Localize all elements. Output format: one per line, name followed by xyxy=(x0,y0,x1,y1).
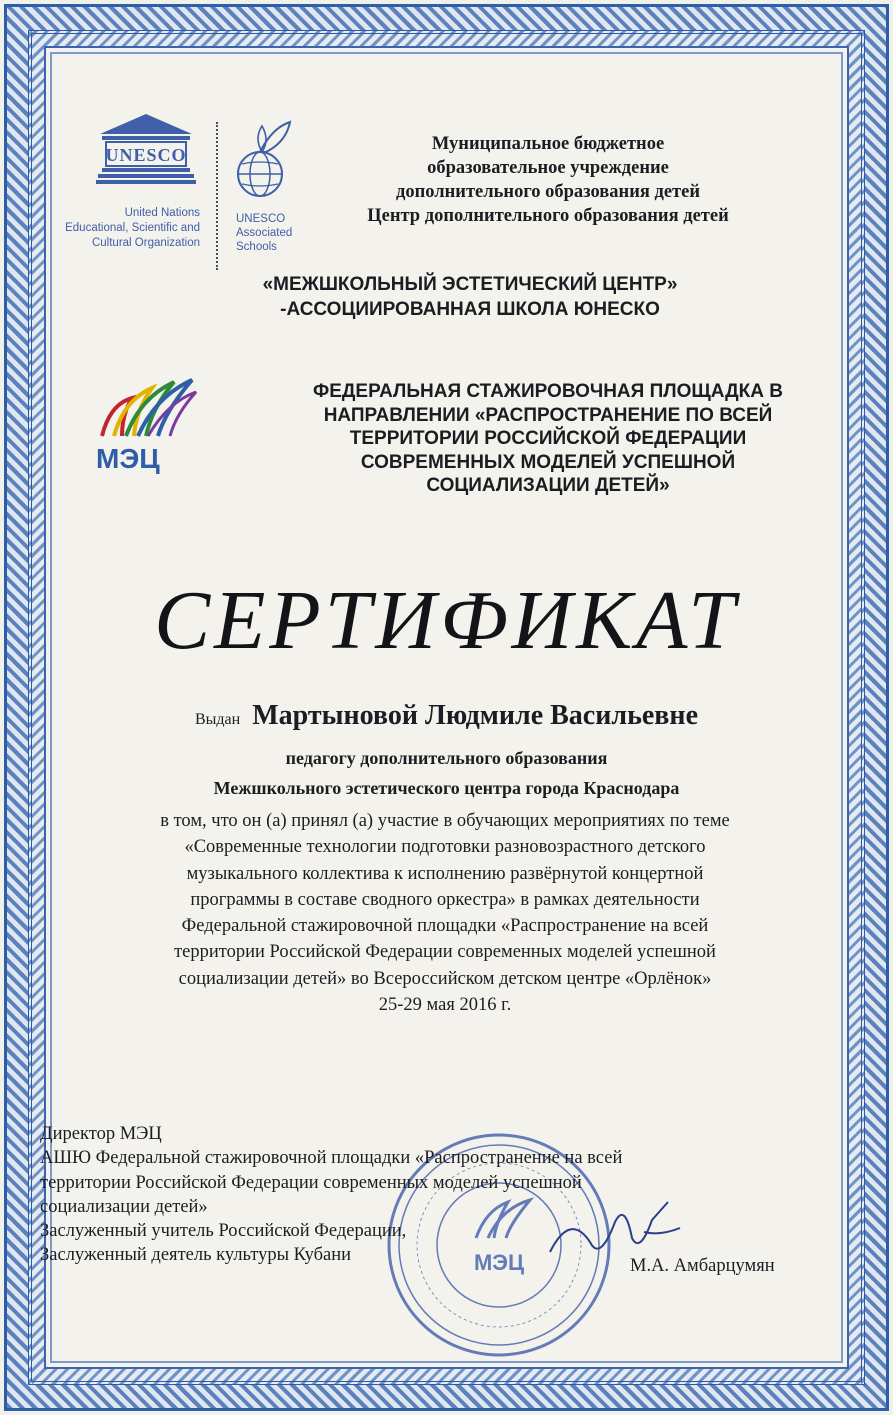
footer-line: территории Российской Федерации современных моделей успешной xyxy=(40,1172,582,1193)
body-line: в том, что он (а) принял (а) участие в обучающих мероприятиях по теме xyxy=(160,811,730,831)
org-title-line: образовательное учреждение xyxy=(427,158,669,178)
center-title xyxy=(110,272,830,322)
org-title-line: Центр дополнительного образования детей xyxy=(367,206,729,226)
body-line: музыкального коллектива к исполнению развёрнутой концертной xyxy=(186,863,704,884)
unesco-caption-line: United Nations xyxy=(124,207,200,219)
org-title-line: Муниципальное бюджетное xyxy=(431,134,665,154)
federal-title-line: ФЕДЕРАЛЬНАЯ СТАЖИРОВОЧНАЯ ПЛОЩАДКА В xyxy=(313,381,783,402)
mec-logo xyxy=(92,374,200,482)
issued-label: Выдан xyxy=(194,711,241,728)
federal-title-line: ТЕРРИТОРИИ РОССИЙСКОЙ ФЕДЕРАЦИИ xyxy=(349,428,747,449)
unesco-wordmark: UNESCO xyxy=(105,145,187,165)
unesco-caption-line: Cultural Organization xyxy=(91,237,200,249)
body-line: Федеральной стажировочной площадки «Распространение на всей xyxy=(181,916,709,937)
body-line: 25-29 мая 2016 г. xyxy=(378,995,512,1016)
certificate-title: СЕРТИФИКАТ xyxy=(154,574,739,667)
center-title-line: -АССОЦИИРОВАННАЯ ШКОЛА ЮНЕСКО xyxy=(280,299,660,320)
federal-platform-title xyxy=(248,380,848,498)
schools-caption-line: Associated xyxy=(236,227,293,239)
signer-name: М.А. Амбарцумян xyxy=(630,1256,775,1276)
footer-signature-block xyxy=(40,1122,820,1268)
body-line: территории Российской Федерации современных моделей успешной xyxy=(174,942,716,963)
footer-line: АШЮ Федеральной стажировочной площадки «Распространение на всей xyxy=(40,1148,623,1169)
footer-line: социализации детей» xyxy=(40,1196,208,1217)
schools-caption-line: Schools xyxy=(236,241,277,253)
footer-line: Директор МЭЦ xyxy=(40,1124,162,1144)
unesco-schools-logo xyxy=(232,118,298,204)
federal-title-line: СОВРЕМЕННЫХ МОДЕЛЕЙ УСПЕШНОЙ xyxy=(360,451,736,473)
federal-title-line: НАПРАВЛЕНИИ «РАСПРОСТРАНЕНИЕ ПО ВСЕЙ xyxy=(323,404,773,426)
center-title-line: «МЕЖШКОЛЬНЫЙ ЭСТЕТИЧЕСКИЙ ЦЕНТР» xyxy=(262,274,678,295)
certificate-body xyxy=(70,808,820,1018)
footer-line: Заслуженный учитель Российской Федерации, xyxy=(40,1221,407,1242)
logo-divider xyxy=(216,122,218,270)
schools-caption-line: UNESCO xyxy=(236,213,286,225)
recipient-position: педагогу дополнительного образования xyxy=(285,748,608,768)
unesco-caption-line: Educational, Scientific and xyxy=(65,222,200,234)
unesco-schools-caption xyxy=(236,212,316,254)
body-line: «Современные технологии подготовки разновозрастного детского xyxy=(184,837,706,858)
unesco-caption xyxy=(36,206,200,251)
body-line: программы в составе сводного оркестра» в рамках деятельности xyxy=(190,889,700,910)
footer-line: Заслуженный деятель культуры Кубани xyxy=(40,1245,352,1266)
stamp-center-text: МЭЦ xyxy=(473,1250,525,1275)
unesco-logo xyxy=(96,112,196,200)
federal-title-line: СОЦИАЛИЗАЦИИ ДЕТЕЙ» xyxy=(426,475,670,496)
recipient-name: Мартыновой Людмиле Васильевне xyxy=(252,700,698,731)
issued-line xyxy=(0,700,893,732)
recipient-institution: Межшкольного эстетического центра города Краснодара xyxy=(213,778,680,798)
org-title-line: дополнительного образования детей xyxy=(395,182,701,202)
body-line: социализации детей» во Всероссийском детском центре «Орлёнок» xyxy=(178,968,712,989)
organization-title xyxy=(308,132,788,228)
mec-wordmark: МЭЦ xyxy=(96,443,160,474)
